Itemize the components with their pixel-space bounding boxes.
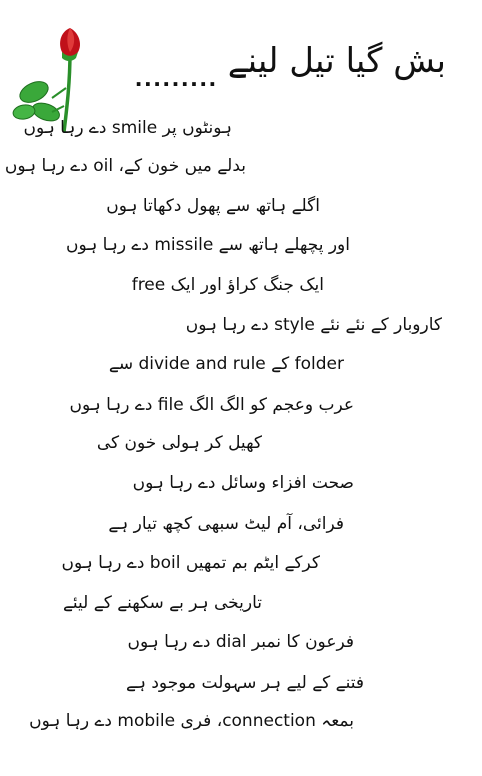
poem-line: کاروبار کے نئے نئے style دے رہا ہوں <box>185 315 442 335</box>
poem-line: فرائی، آم لیٹ سبھی کچھ تیار ہے <box>108 514 344 534</box>
poem-line: تاریخی ہر بے سکھنے کے لیئے <box>62 593 262 613</box>
poem-line: فتنے کے لیے ہر سہولت موجود ہے <box>126 673 364 693</box>
poem-line: بمعہ connection، فری mobile دے رہا ہوں <box>29 711 354 731</box>
poem-line: صحت افزاء وسائل دے رہا ہوں <box>132 473 354 493</box>
poem-line: اور پچھلے ہاتھ سے missile دے رہا ہوں <box>66 235 350 255</box>
poem-line: ایک جنگ کراؤ اور ایک free <box>131 275 324 295</box>
poem-line: کھیل کر ہولی خون کی <box>96 433 262 453</box>
poem-line: بدلے میں خون کے، oil دے رہا ہوں <box>4 156 246 176</box>
poem-line: folder کے divide and rule سے <box>108 354 344 374</box>
poem-title: بش گیا تیل لینے <box>227 41 446 81</box>
poem-line: عرب وعجم کو الگ الگ file دے رہا ہوں <box>69 395 354 415</box>
title-ellipsis: ......... <box>135 62 219 92</box>
poem-line: اگلے ہاتھ سے پھول دکھاتا ہوں <box>106 196 320 216</box>
poem-line: فرعون کا نمبر dial دے رہا ہوں <box>127 632 354 652</box>
poem-line: ہونٹوں پر smile دے رہا ہوں <box>23 118 232 138</box>
poem-line: کرکے ایٹم بم تمھیں boil دے رہا ہوں <box>61 553 320 573</box>
